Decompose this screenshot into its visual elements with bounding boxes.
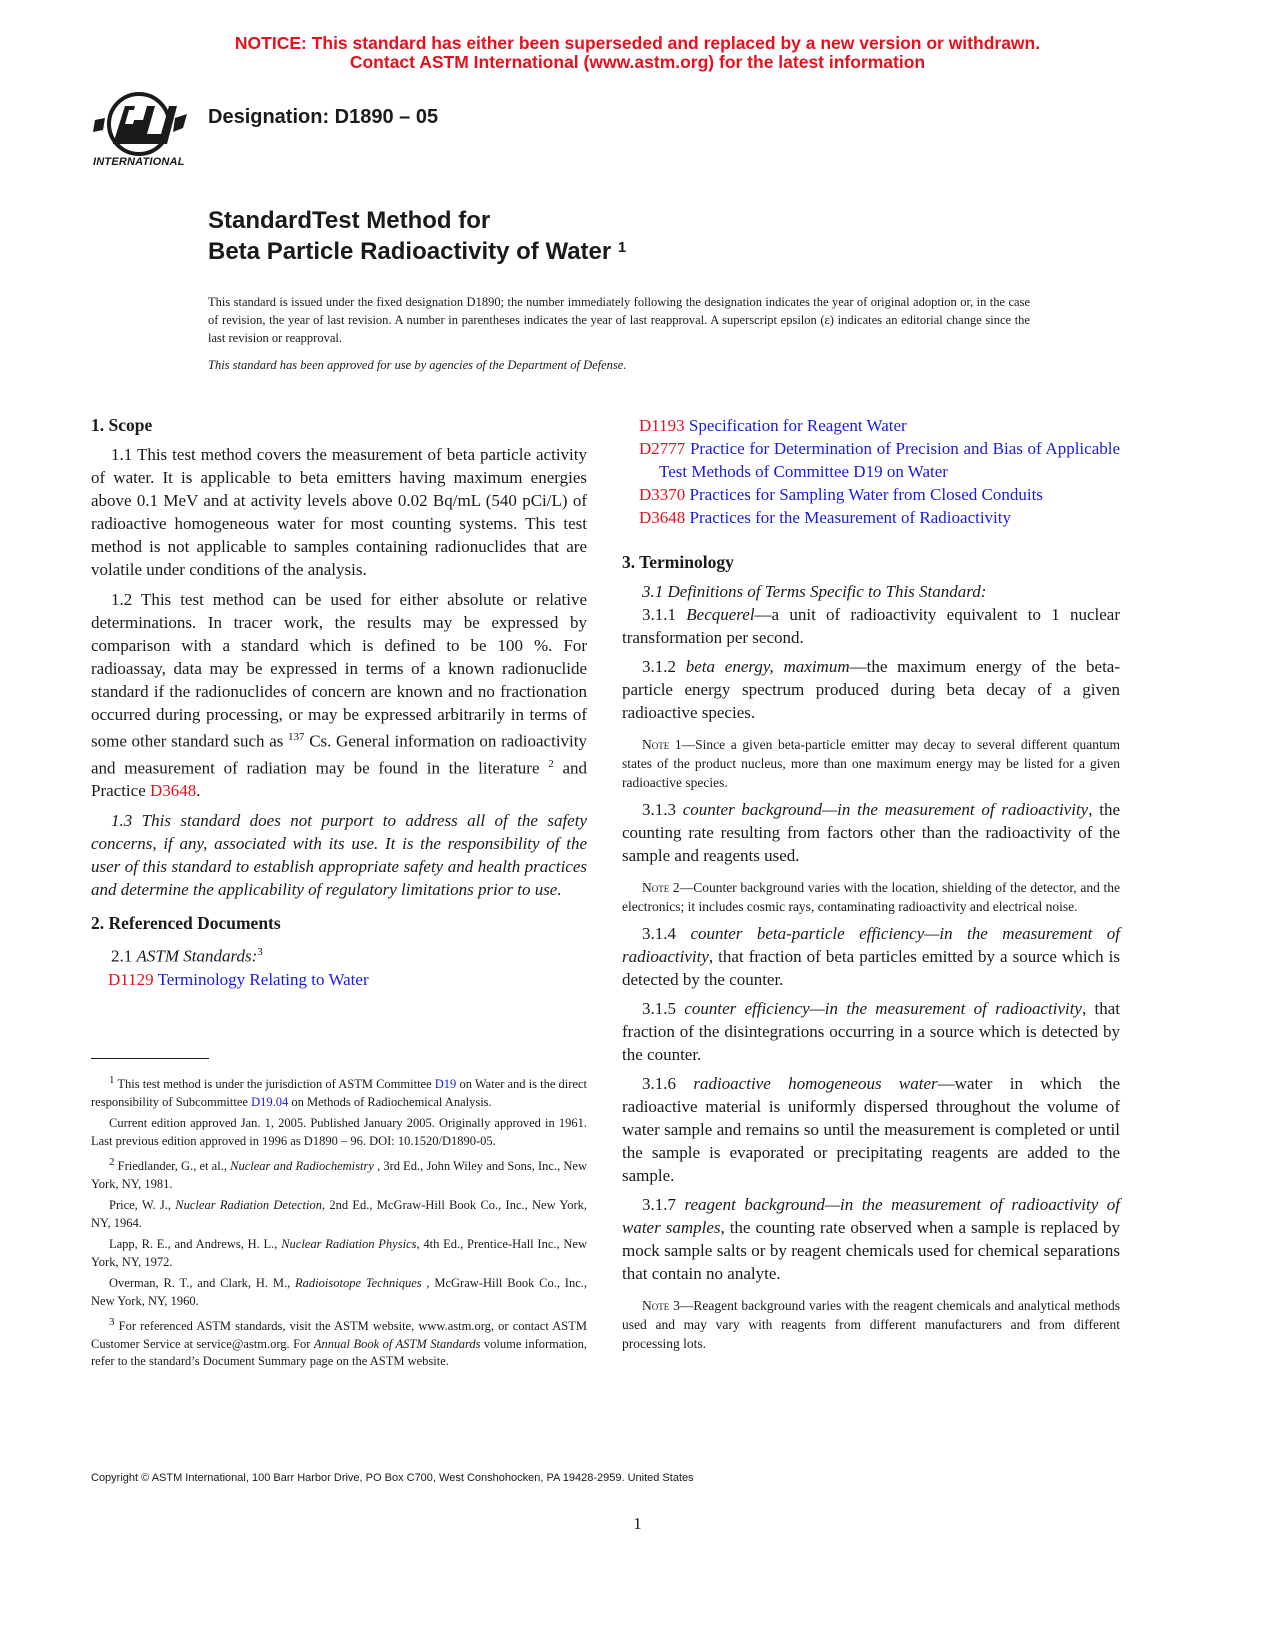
notice-line-2: Contact ASTM International (www.astm.org) for the latest information <box>349 52 926 72</box>
def-3-1-4: 3.1.4 counter beta-particle efficiency—in the measurement of radioactivity, that fraction of beta particles emitted by a source which is detected by the counter. <box>622 924 1120 989</box>
terminology-heading: 3. Terminology <box>622 552 734 572</box>
left-column <box>91 414 587 991</box>
page-number: 1 <box>633 1514 642 1533</box>
footnote-ref-overman: Overman, R. T., and Clark, H. M., Radioisotope Techniques , McGraw-Hill Book Co., Inc., New York, NY, 1960. <box>91 1276 587 1308</box>
def-3-1-2: 3.1.2 beta energy, maximum—the maximum energy of the beta-particle energy spectrum produced during beta decay of a given radioactive species. <box>622 657 1120 722</box>
link-d3648[interactable]: D3648 <box>150 781 197 801</box>
ref-item-d3648[interactable]: D3648 Practices for the Measurement of Radioactivity <box>639 508 1012 527</box>
title-line-1: StandardTest Method for <box>208 207 491 234</box>
footnote-ref-price: Price, W. J., Nuclear Radiation Detection, 2nd Ed., McGraw-Hill Book Co., Inc., New York, NY, 1964. <box>91 1198 587 1230</box>
title-line-2 <box>208 237 626 267</box>
footnote-ref-lapp: Lapp, R. E., and Andrews, H. L., Nuclear Radiation Physics, 4th Ed., Prentice-Hall Inc., New York, NY, 1972. <box>91 1237 588 1269</box>
def-3-1-7: 3.1.7 reagent background—in the measurement of radioactivity of water samples, the counting rate observed when a sample is replaced by mock sample salts or by reagent chemicals used for chemical separations that contain no analyte. <box>622 1195 1121 1283</box>
ref-item-d1129[interactable]: D1129 Terminology Relating to Water <box>108 969 369 989</box>
designation: Designation: D1890 – 05 <box>208 106 439 128</box>
terminology-sub: 3.1 Definitions of Terms Specific to This Standard: <box>642 582 987 601</box>
scope-para-1: 1.1 This test method covers the measurement of beta particle activity of water. It is applicable to beta emitters having maximum energies above 0.1 MeV and at activity levels above 0.02 Bq/mL (540 pCi/L) of radioactive homogeneous water for most counting systems. This test method is not applicable to samples containing radionuclides that are volatile under conditions of the analysis. <box>91 445 587 579</box>
footnote-3: $^3$ For referenced ASTM standards, visit the ASTM website, www.astm.org, or contact ASTM Customer Service at service@astm.org. For Annual Book of ASTM Standards volume information, refer to the standard’s Document Summary page on the ASTM website. <box>91 1316 587 1369</box>
def-3-1-5: 3.1.5 counter efficiency—in the measurement of radioactivity, that fraction of the disintegrations occurring in a source which is detected by the counter. <box>622 999 1121 1064</box>
issue-note: This standard is issued under the fixed designation D1890; the number immediately following the designation indicates the year of original adoption or, in the case of revision, the year of last revision. A number in parentheses indicates the year of last reapproval. A superscript epsilon (ε) indicates an editorial change since the last revision or reapproval. <box>208 295 1030 345</box>
note-2: Note 2—Counter background varies with the location, shielding of the detector, and the electronics; it includes cosmic rays, contaminating radioactivity and electrical noise. <box>622 880 1121 914</box>
def-3-1-6: 3.1.6 radioactive homogeneous water—water in which the radioactive material is uniformly dispersed throughout the volume of water sample and remains so until the measurement is completed or until the sample is evaporated or precipitating reagents are added to the sample. <box>622 1074 1120 1185</box>
astm-logo-icon <box>91 90 197 174</box>
def-3-1-3: 3.1.3 counter background—in the measurement of radioactivity, the counting rate resulting from factors other than the radioactivity of the sample and reagents used. <box>622 800 1120 865</box>
notice-line-1: NOTICE: This standard has either been superseded and replaced by a new version or withdrawn. <box>234 33 1041 53</box>
link-d19-04[interactable]: D19.04 <box>251 1094 289 1109</box>
footnote-2: $^2$ Friedlander, G., et al., Nuclear and Radiochemistry , 3rd Ed., John Wiley and Sons, Inc., New York, NY, 1981. <box>91 1156 587 1191</box>
scope-heading: 1. Scope <box>91 415 153 435</box>
def-3-1-1: 3.1.1 Becquerel—a unit of radioactivity equivalent to 1 nuclear transformation per second. <box>622 605 1120 647</box>
dod-note: This standard has been approved for use by agencies of the Department of Defense. <box>208 358 627 372</box>
note-3: Note 3—Reagent background varies with the reagent chemicals and analytical methods used and may vary with reagents from different manufacturers and from different processing lots. <box>622 1298 1121 1351</box>
references-sub: 2.1 ASTM Standards:$^3$ <box>111 946 263 966</box>
references-heading: 2. Referenced Documents <box>91 913 281 934</box>
ref-item-d2777[interactable]: D2777 Practice for Determination of Precision and Bias of Applicable Test Methods of Committee D19 on Water <box>639 439 1121 481</box>
footnote-divider <box>91 1058 209 1059</box>
right-column <box>622 414 1120 1353</box>
title-text: Beta Particle Radioactivity of Water <box>208 238 612 265</box>
footnote-1: $^1$ This test method is under the jurisdiction of ASTM Committee D19 on Water and is the direct responsibility of Subcommittee D19.04 on Methods of Radiochemical Analysis. <box>91 1074 587 1109</box>
scope-para-3: 1.3 This standard does not purport to address all of the safety concerns, if any, associated with its use. It is the responsibility of the user of this standard to establish appropriate safety and health practices and determine the applicability of regulatory limitations prior to use. <box>91 811 587 900</box>
note-1: Note 1—Since a given beta-particle emitter may decay to several different quantum states of the product nucleus, more than one maximum energy may be listed for a given radioactive species. <box>622 737 1120 790</box>
link-d19[interactable]: D19 <box>434 1077 457 1092</box>
logo-text: INTERNATIONAL <box>93 156 185 168</box>
ref-item-d3370[interactable]: D3370 Practices for Sampling Water from Closed Conduits <box>639 485 1043 504</box>
scope-para-2: 1.2 This test method can be used for either absolute or relative determinations. In tracer work, the results may be expressed by comparison with a standard which is defined to be 100 %. For radioassay, data may be expressed in terms of a known radionuclide standard if the radionuclides of concern are known and no fractionation occurred during processing, or may be expressed arbitrarily in terms of some other standard such as $^{137}$ Cs. General information on radioactivity and measurement of radiation may be found in the literature $^2$ and Practice D3648. <box>91 590 588 801</box>
footnote-edition: Current edition approved Jan. 1, 2005. Published January 2005. Originally approved in 1961. Last previous edition approved in 1996 as D1890 – 96. DOI: 10.1520/D1890-05. <box>91 1116 587 1148</box>
copyright-footer: Copyright © ASTM International, 100 Barr Harbor Drive, PO Box C700, West Conshohocken, PA 19428-2959. United States <box>91 1472 694 1484</box>
footnotes <box>91 1072 587 1371</box>
title-footnote-marker: 1 <box>617 239 627 256</box>
ref-item-d1193[interactable]: D1193 Specification for Reagent Water <box>639 416 907 435</box>
